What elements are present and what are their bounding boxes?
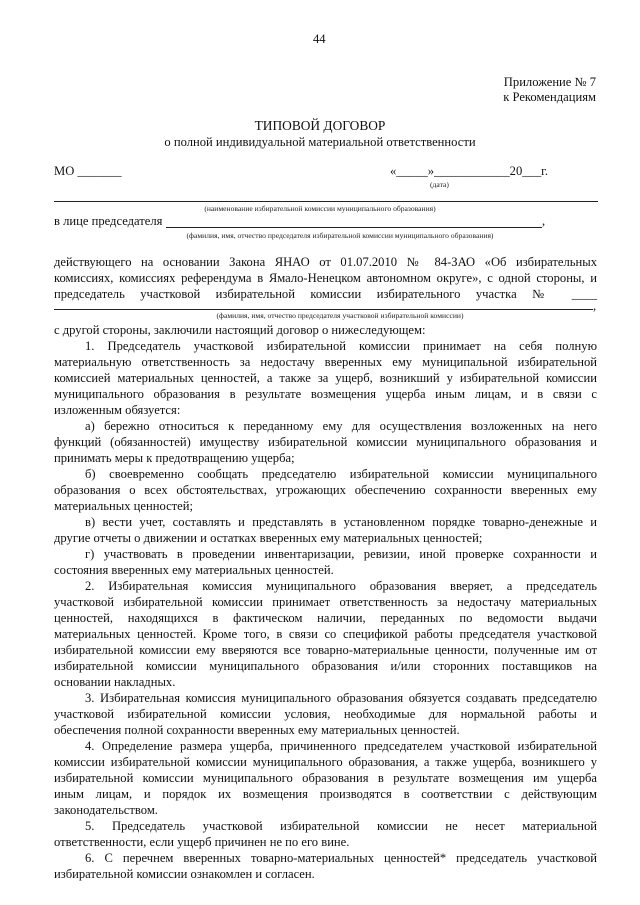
- clause-2-line-5: избирательной комиссии ему вверяются все товарно-материальные ценности, полученные им от: [54, 643, 597, 657]
- clause-2-line-6: избирательной комиссии муниципального образования и/или сторонних поставщиков на: [54, 659, 597, 673]
- clause-1c-line-1: в) вести учет, составлять и представлять в установленном порядке товарно-денежные и: [85, 515, 597, 529]
- clause-1-line-2: материальную ответственность за недостачу вверенных ему муниципальной избирательной: [54, 355, 597, 369]
- commission-name-line: [54, 201, 598, 202]
- appendix-line-1: Приложение № 7: [503, 75, 596, 89]
- clause-4-line-3: избирательной комиссии муниципального образования в результате возмещения им ущерба: [54, 771, 597, 785]
- clause-1-line-3: комиссией материальных ценностей, а также за ущерб, возникший у избирательной комиссии: [54, 371, 597, 385]
- clause-1d-line-1: г) участвовать в проведении инвентаризации, ревизии, иной проверке сохранности и: [85, 547, 597, 561]
- clause-1c-line-2: другие отчеты о движении и остатках вверенных ему материальных ценностей;: [54, 531, 483, 545]
- clause-1b-line-1: б) своевременно сообщать председателю избирательной комиссии муниципального: [85, 467, 597, 481]
- clause-2-line-3: ценностей, находящихся в фактическом наличии, переданных по ведомости выдачи: [54, 611, 597, 625]
- clause-1-line-5: изложенным обязуется:: [54, 403, 181, 417]
- clause-5-line-1: 5. Председатель участковой избирательной комиссии не несет материальной: [85, 819, 597, 833]
- document-title: ТИПОВОЙ ДОГОВОР: [254, 118, 386, 133]
- clause-3-line-2: участковой избирательной комиссии условия, необходимые для нормальной работы и: [54, 707, 597, 721]
- document-subtitle: о полной индивидуальной материальной ответственности: [164, 135, 476, 149]
- ptc-chairman-caption: (фамилия, имя, отчество председателя участковой избирательной комиссии): [216, 311, 464, 320]
- clause-3-line-3: обеспечения полной сохранности вверенных ему материальных ценностей.: [54, 723, 460, 737]
- chairman-name-line: [166, 227, 542, 228]
- clause-2-line-1: 2. Избирательная комиссия муниципального образования вверяет, а председатель: [85, 579, 597, 593]
- clause-1b-line-3: материальных ценностей;: [54, 499, 193, 513]
- clause-5-line-2: ответственности, если ущерб причинен не по его вине.: [54, 835, 350, 849]
- clause-1-line-4: муниципального образования в результате возмещения ущерба иным лицам, и в связи с: [54, 387, 597, 401]
- intro-line-2: комиссиях, комиссиях референдума в Ямало-Ненецком автономном округе», с одной стороны, и: [54, 271, 597, 285]
- clause-6-line-1: 6. С перечнем вверенных товарно-материальных ценностей* председатель участковой: [85, 851, 597, 865]
- clause-4-line-2: комиссии избирательной комиссии муниципального образования, а также ущерба, возникшего у: [54, 755, 597, 769]
- clause-1b-line-2: образования о всех обстоятельствах, угрожающих обеспечению сохранности вверенных ему: [54, 483, 597, 497]
- clause-1a-line-2: функций (обязанностей) имуществу избирательной комиссии муниципального образования и: [54, 435, 597, 449]
- clause-1a-line-1: а) бережно относиться к переданному ему для осуществления возложенных на него: [85, 419, 597, 433]
- date-caption: (дата): [430, 180, 449, 189]
- document-page: 44 Приложение № 7 к Рекомендациям ТИПОВОЙ ДОГОВОР о полной индивидуальной материальной ответственности МО _______ «_____»____________20___г. (дата) (наименование избирательной комиссии муниципального образования) в лице председателя , (фамилия, имя, отчество председателя избирательной комиссии муниципального образования) действующего на основании Закона ЯНАО от 01.07.2010 № 84-ЗАО «Об избирательных комиссиях, комиссиях референдума в Ямало-Ненецком автономном округе», с одной стороны, и председатель участковой избирательной комиссии избирательного участка № ____ , (фамилия, имя, отчество председателя участковой избирательной комиссии) с другой стороны, заключили настоящий договор о нижеследующем: 1. Председатель участковой избирательной комиссии принимает на себя полную материальную ответственность за недостачу вверенных ему муниципальной избирательной комиссией материальных ценностей, а также за ущерб, возникший у избирательной комиссии муниципального образования в результате возмещения ущерба иным лицам, и в связи с изложенным обязуется: а) бережно относиться к переданному ему для осуществления возложенных на него функций (обязанностей) имуществу избирательной комиссии муниципального образования и принимать меры к предотвращению ущерба; б) своевременно сообщать председателю избирательной комиссии муниципального образования о всех обстоятельствах, угрожающих обеспечению сохранности вверенных ему материальных ценностей; в) вести учет, составлять и представлять в установленном порядке товарно-денежные и другие отчеты о движении и остатках вверенных ему материальных ценностей; г) участвовать в проведении инвентаризации, ревизии, иной проверке сохранности и состояния вверенных ему материальных ценностей. 2. Избирательная комиссия муниципального образования вверяет, а председатель участковой избирательной комиссии принимает ответственность за недостачу материальных ценностей, находящихся в фактическом наличии, переданных по ведомости выдачи материальных ценностей. Кроме того, в связи со спецификой работы председателя участковой избирательной комиссии ему вверяются все товарно-материальные ценности, полученные им от избирательной комиссии муниципального образования и/или сторонних поставщиков на основании накладных. 3. Избирательная комиссия муниципального образования обязуется создавать председателю участковой избирательной комиссии условия, необходимые для нормальной работы и обеспечения полной сохранности вверенных ему материальных ценностей. 4. Определение размера ущерба, причиненного председателем участковой избирательной комиссии избирательной комиссии муниципального образования, а также ущерба, возникшего у избирательной комиссии муниципального образования в результате возмещения им ущерба иным лицам, и порядок их возмещения производятся в соответствии с действующим законодательством. 5. Председатель участковой избирательной комиссии не несет материальной ответственности, если ущерб причинен не по его вине. 6. С перечнем вверенных товарно-материальных ценностей* председатель участковой избирательной комиссии ознакомлен и согласен.: [0, 0, 640, 905]
- appendix-line-2: к Рекомендациям: [503, 90, 596, 104]
- intro-line-4: с другой стороны, заключили настоящий договор о нижеследующем:: [54, 323, 426, 337]
- clause-1-line-1: 1. Председатель участковой избирательной комиссии принимает на себя полную: [85, 339, 597, 353]
- intro-line-3: председатель участковой избирательной комиссии избирательного участка № ____: [54, 287, 597, 301]
- clause-6-line-2: избирательной комиссии ознакомлен и согласен.: [54, 867, 315, 881]
- ptc-chairman-line: [54, 309, 593, 310]
- clause-1a-line-3: принимать меры к предотвращению ущерба;: [54, 451, 295, 465]
- clause-2-line-4: материальных ценностей. Кроме того, в связи со спецификой работы председателя участковой: [54, 627, 597, 641]
- mo-label: МО _______: [54, 164, 122, 178]
- clause-2-line-7: основании накладных.: [54, 675, 176, 689]
- represented-by-label: в лице председателя: [54, 214, 163, 228]
- clause-2-line-2: участковой избирательной комиссии принимает ответственность за недостачу материальных: [54, 595, 597, 609]
- intro-line-1: действующего на основании Закона ЯНАО от 01.07.2010 № 84-ЗАО «Об избирательных: [54, 255, 597, 269]
- page-number: 44: [313, 32, 326, 46]
- commission-name-caption: (наименование избирательной комиссии муниципального образования): [204, 204, 436, 213]
- clause-4-line-5: законодательством.: [54, 803, 158, 817]
- clause-4-line-4: иным лицам, и порядок их возмещения производятся в соответствии с действующим: [54, 787, 597, 801]
- clause-3-line-1: 3. Избирательная комиссия муниципального образования обязуется создавать председателю: [85, 691, 597, 705]
- clause-4-line-1: 4. Определение размера ущерба, причиненного председателем участковой избирательной: [85, 739, 597, 753]
- chairman-name-caption: (фамилия, имя, отчество председателя избирательной комиссии муниципального образования): [186, 231, 494, 240]
- clause-1d-line-2: состояния вверенных ему материальных ценностей.: [54, 563, 334, 577]
- date-field: «_____»____________20___г.: [390, 164, 549, 178]
